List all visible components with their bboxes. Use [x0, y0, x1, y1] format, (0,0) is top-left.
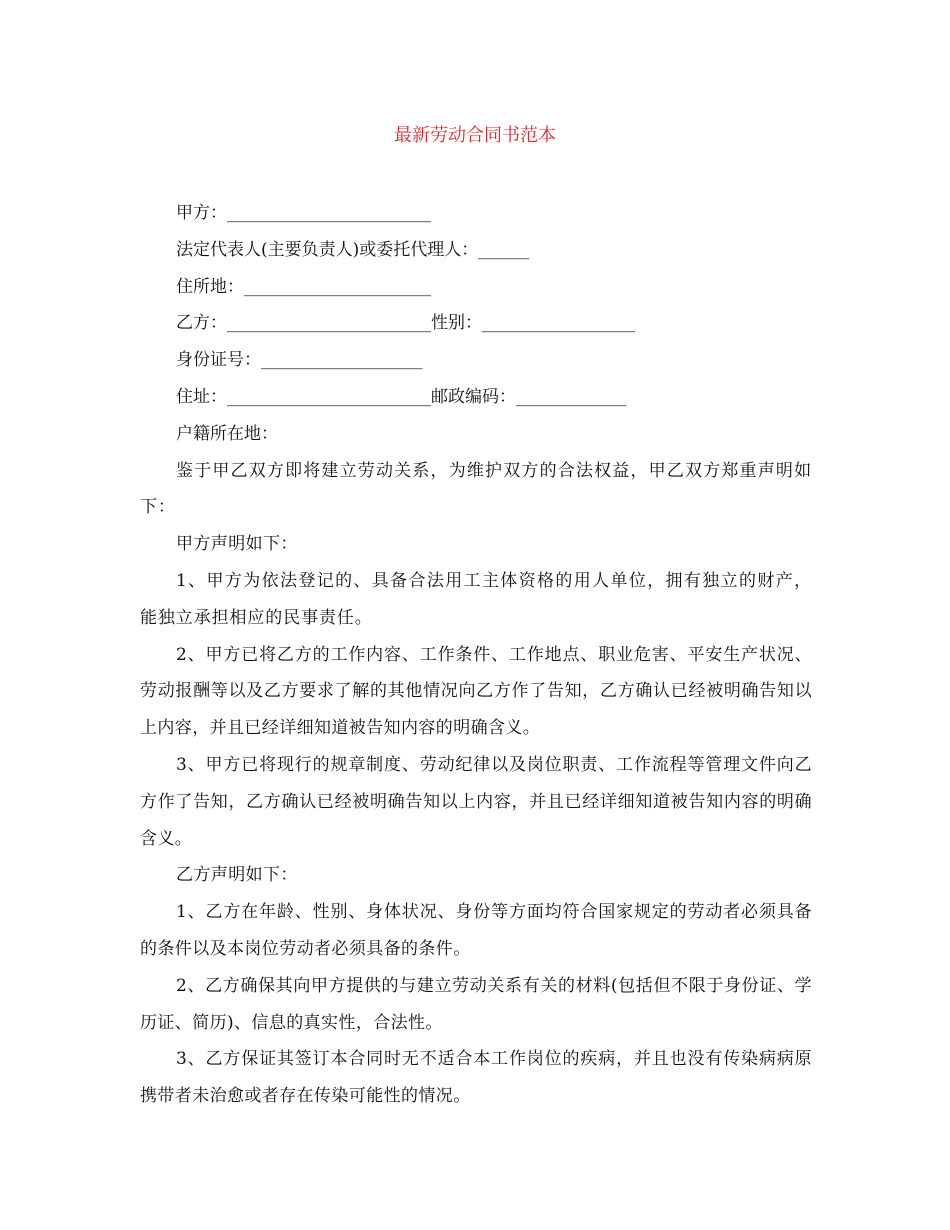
party-b-clause-2: 2、乙方确保其向甲方提供的与建立劳动关系有关的材料(包括但不限于身份证、学历证、简历)、信息的真实性，合法性。 [140, 975, 812, 1033]
party-b-address-postcode-field: 住址：________________________邮政编码：_____________ [176, 386, 627, 407]
party-a-clause-3: 3、甲方已将现行的规章制度、劳动纪律以及岗位职责、工作流程等管理文件向乙方作了告知，乙方确认已经被明确告知以上内容，并且已经详细知道被告知内容的明确含义。 [140, 754, 812, 849]
intro-paragraph: 鉴于甲乙双方即将建立劳动关系，为维护双方的合法权益，甲乙双方郑重声明如下： [140, 460, 812, 518]
document-title: 最新劳动合同书范本 [394, 125, 556, 146]
party-a-field: 甲方：________________________ [176, 203, 431, 223]
party-b-gender-field: 乙方：________________________性别：__________________ [176, 313, 635, 334]
party-b-clause-1: 1、乙方在年龄、性别、身体状况、身份等方面均符合国家规定的劳动者必须具备的条件以及本岗位劳动者必须具备的条件。 [140, 902, 812, 959]
party-a-declaration-heading: 甲方声明如下： [176, 534, 298, 555]
party-b-clause-3: 3、乙方保证其签订本合同时无不适合本工作岗位的疾病，并且也没有传染病病原携带者未治愈或者存在传染可能性的情况。 [140, 1049, 812, 1107]
id-number-field: 身份证号：___________________ [176, 350, 423, 371]
party-a-clause-1: 1、甲方为依法登记的、具备合法用工主体资格的用人单位，拥有独立的财产，能独立承担相应的民事责任。 [140, 570, 812, 628]
party-b-declaration-heading: 乙方声明如下： [176, 865, 298, 886]
party-a-clause-2: 2、甲方已将乙方的工作内容、工作条件、工作地点、职业危害、平安生产状况、劳动报酬等以及乙方要求了解的其他情况向乙方作了告知，乙方确认已经被明确告知以上内容，并且已经详细知道被告知内容的明确含义。 [140, 644, 812, 739]
household-registration-field: 户籍所在地： [176, 423, 278, 444]
party-a-address-field: 住所地：______________________ [176, 276, 431, 297]
legal-representative-field: 法定代表人(主要负责人)或委托代理人：______ [176, 239, 530, 260]
document-body [140, 195, 812, 1115]
